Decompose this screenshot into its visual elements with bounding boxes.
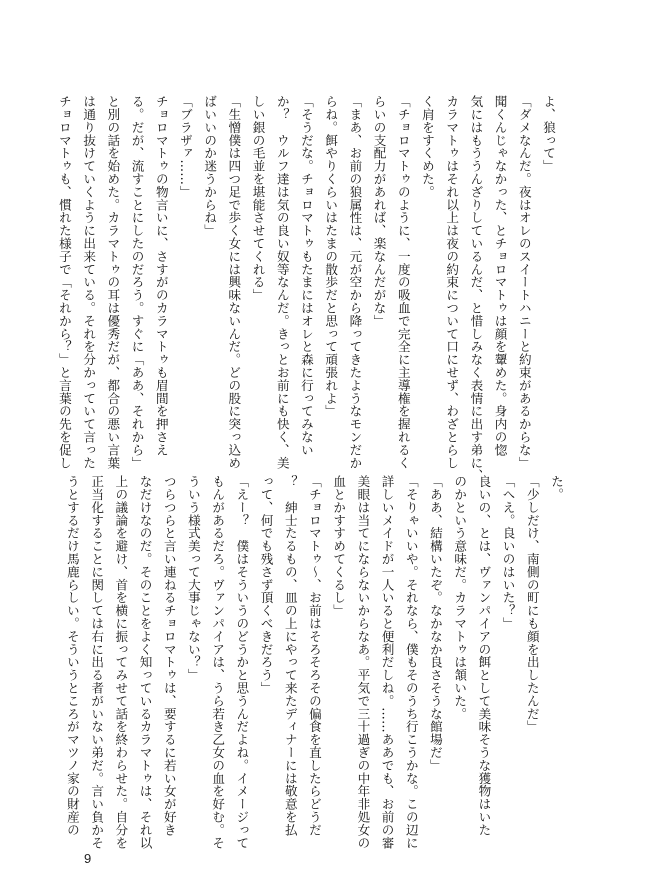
text-line: なだけなのだ。そのことをよく知っているカラマトゥは、それ以 xyxy=(137,475,153,850)
text-line: うとするだけ馬鹿らしい。そういうところがマツノ家の財産の xyxy=(64,475,80,837)
text-line: と別の話を始めた。カラマトゥの耳は優秀だが、都合の悪い言葉 xyxy=(105,95,121,470)
text-line: ばいいのか迷うからね」 xyxy=(202,95,218,237)
text-line: カラマトゥはそれ以上は夜の約束について口にせず、わざとらし xyxy=(444,95,460,470)
text-line: つらつらと言い連ねるチョロマトゥは、要するに若い女が好き xyxy=(161,475,177,837)
text-line: 正当化することに関しては右に出る者がいない弟だ。言い負かそ xyxy=(89,475,105,850)
text-line: もんがあるだろ。ヴァンパイアは、うら若き乙女の血を好む。そ xyxy=(210,475,226,850)
text-line: 上の議論を避け、首を横に振ってみせて話を終わらせた。自分を xyxy=(113,475,129,850)
text-line: って、何でも残さず頂くべきだろう」 xyxy=(258,475,274,695)
text-line: 「そうだな。チョロマトゥもたまにはオレと森に行ってみない xyxy=(298,95,314,457)
text-line: 「少しだけ、南側の町にも顔を出したんだ」 xyxy=(524,475,540,733)
text-line: 「そりゃいいや。それなら、僕もそのうち行こうかな。この辺に xyxy=(403,475,419,850)
text-line: のかという意味だ。カラマトゥは頷いた。 xyxy=(452,475,468,721)
text-line: らいの支配力があれば、楽なんだがな」 xyxy=(371,95,387,328)
text-line: 「へえ。良いのはいた？」 xyxy=(500,475,516,630)
text-line: 「ダメなんだ。夜はオレのスイートハニーと約束があるからな」 xyxy=(516,95,532,470)
text-line: く肩をすくめた。 xyxy=(419,95,435,199)
text-line: チョロマトゥの物言いに、さすがのカラマトゥも眉間を押さえ xyxy=(153,95,169,457)
text-line: 「生憎僕は四つ足で歩く女には興味ないんだ。どの股に突っ込め xyxy=(226,95,242,470)
page-number: 9 xyxy=(84,851,92,866)
text-line: か？ ウルフ達は気の良い奴等なんだ。きっとお前にも快く、美 xyxy=(274,95,290,470)
text-line: チョロマトゥも、慣れた様子で「それから？」と言葉の先を促し xyxy=(56,95,72,470)
text-line: 気にはもううんざりしているんだ、と惜しみなく表情に出す弟に、 xyxy=(468,95,484,482)
text-line: しい銀の毛並を堪能させてくれる」 xyxy=(250,95,266,302)
text-line: 美眼は当てにならないからなあ。平気で三十過ぎの中年非処女の xyxy=(355,475,371,850)
text-line: 「まあ、お前の狼属性は、元が空から降ってきたようなモンだか xyxy=(347,95,363,470)
text-line: 「ああ、結構いたぞ。なかなか良さそうな館場だ」 xyxy=(427,475,443,772)
text-line: た。 xyxy=(549,475,564,501)
text-line: らね。餌やりくらいはたまの散歩だと思って頑張れよ」 xyxy=(323,95,339,418)
text-line: 「えー？ 僕はそういうのどうかと思うんだよね。イメージって xyxy=(234,475,250,850)
text-line: は通り抜けていくように出来ている。それを分かっていて言った xyxy=(81,95,97,470)
text-line: 詳しいメイドが一人いると便利だしね。……ああでも、お前の審 xyxy=(379,475,395,850)
lower-text-block xyxy=(64,475,568,850)
text-line: 「チョロマトゥ～、お前はそろそろその偏食を直したらどうだ xyxy=(306,475,322,837)
text-line: 良いの、とは、ヴァンパイアの餌として美味そうな獲物はいた xyxy=(476,475,492,837)
text-line: ？ 紳士たるもの、皿の上にやって来たディナーには敬意を払 xyxy=(282,475,298,837)
text-line: ういう様式美って大事じゃない？」 xyxy=(185,475,201,682)
text-line: 聞くんじゃなかった、とチョロマトゥは顔を顰めた。身内の惚 xyxy=(492,95,508,457)
text-line: 「チョロマトゥのように、一度の吸血で完全に主導権を握れるく xyxy=(395,95,411,470)
text-line: 「ブラザァ……」 xyxy=(177,95,193,199)
upper-text-block xyxy=(56,95,560,482)
text-line: よ、狼って」 xyxy=(541,95,556,173)
text-line: る。だが、流すことにしたのだろう。すぐに「ああ、それから」 xyxy=(129,95,145,470)
text-line: 血とかすすめてくるし」 xyxy=(331,475,347,617)
